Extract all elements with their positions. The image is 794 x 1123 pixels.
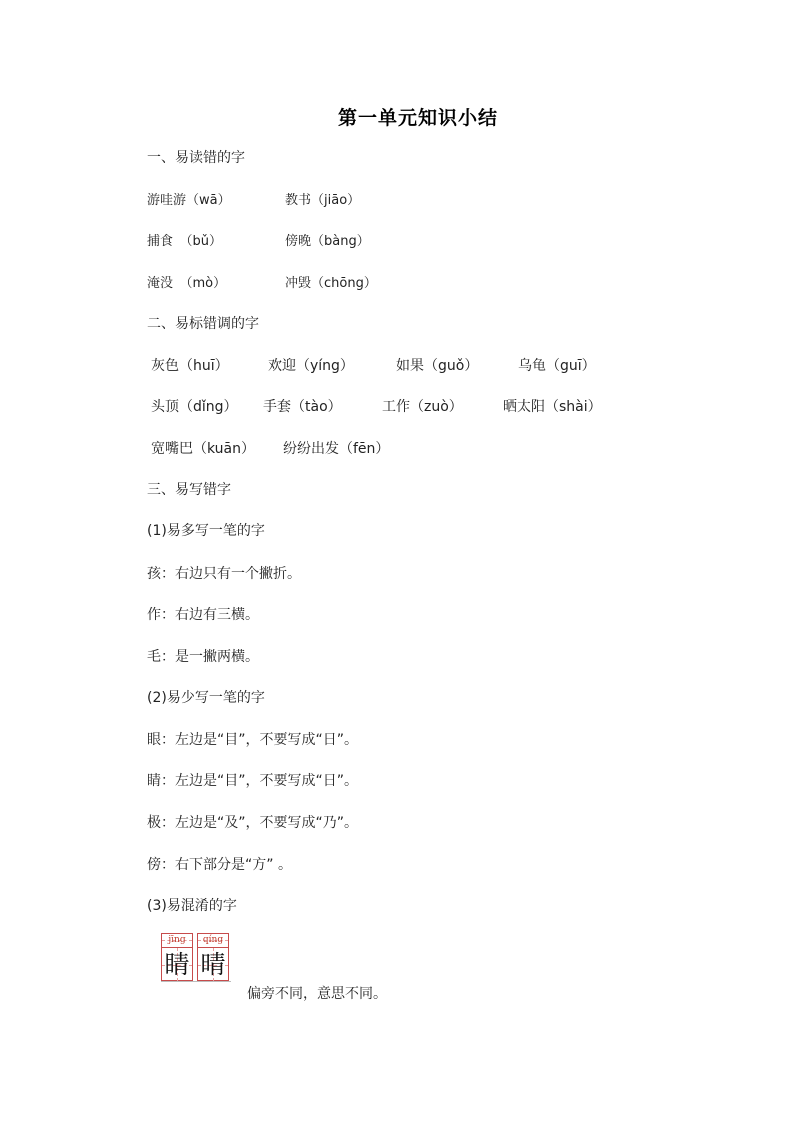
section2-item: 晒太阳（shài）: [503, 399, 602, 415]
section2-item: 手套（tào）: [263, 399, 342, 415]
note-line: 傍：右下部分是“方” 。: [147, 857, 292, 873]
section2-item: 宽嘴巴（kuān）: [151, 441, 256, 457]
note-line: 孩：右边只有一个撇折。: [147, 566, 301, 582]
sub2-heading: (2)易少写一笔的字: [147, 690, 265, 706]
section1-item: 冲毁（chōng）: [285, 276, 377, 291]
page-title: 第一单元知识小结: [337, 107, 498, 129]
section1-item: 淹没 （mò）: [147, 276, 227, 291]
section1-item: 游哇游（wā）: [147, 193, 231, 208]
section1-heading: 一、易读错的字: [147, 150, 245, 166]
section3-heading: 三、易写错字: [147, 482, 231, 498]
section2-heading: 二、易标错调的字: [147, 316, 259, 332]
section2-item: 工作（zuò）: [382, 399, 463, 415]
section1-item: 傍晚（bàng）: [285, 234, 370, 249]
section2-item: 头顶（dǐng）: [151, 399, 238, 415]
note-line: 极：左边是“及”，不要写成“乃”。: [147, 815, 359, 831]
character-box: [161, 933, 193, 981]
section2-item: 欢迎（yíng）: [268, 358, 354, 374]
character-hanzi: 睛: [164, 950, 190, 979]
section1-item: 教书（jiāo）: [285, 193, 361, 208]
note-line: 作：右边有三横。: [147, 607, 259, 623]
sub3-heading: (3)易混淆的字: [147, 898, 237, 914]
note-line: 毛：是一撇两横。: [147, 649, 259, 665]
section2-item: 乌龟（guī）: [518, 358, 596, 374]
note-line: 偏旁不同，意思不同。: [247, 986, 387, 1002]
note-line: 睛：左边是“目”，不要写成“日”。: [147, 773, 359, 789]
character-pinyin: qíng: [202, 935, 224, 945]
character-box: [197, 933, 229, 981]
section2-item: 灰色（huī）: [151, 358, 229, 374]
divider: [161, 981, 231, 982]
section2-item: 如果（guǒ）: [396, 358, 479, 374]
sub1-heading: (1)易多写一笔的字: [147, 523, 265, 539]
section1-item: 捕食 （bǔ）: [147, 234, 222, 249]
character-hanzi: 晴: [200, 950, 226, 979]
character-pinyin: jīng: [168, 935, 186, 945]
note-line: 眼：左边是“目”，不要写成“日”。: [147, 732, 359, 748]
section2-item: 纷纷出发（fēn）: [283, 441, 390, 457]
